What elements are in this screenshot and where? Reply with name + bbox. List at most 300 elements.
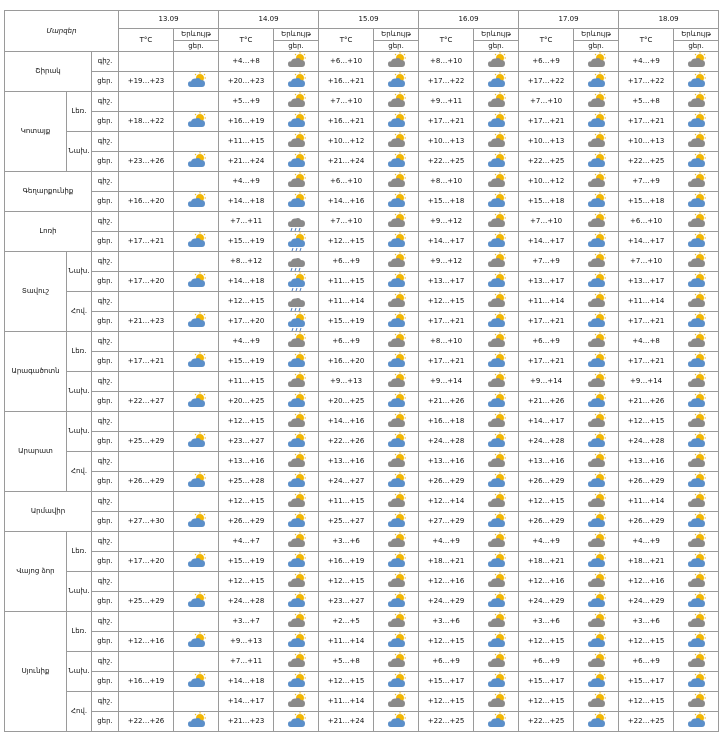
temperature-cell: +13…+16: [219, 452, 274, 472]
partly-cloudy-night-icon: [486, 652, 507, 671]
temperature-cell: +22…+26: [119, 712, 174, 732]
temperature-cell: +3…+6: [419, 612, 474, 632]
partly-cloudy-night-icon: [386, 332, 407, 351]
weather-icon-cell: [574, 472, 619, 492]
partly-cloudy-night-icon: [486, 612, 507, 631]
temperature-cell: +6…+10: [619, 212, 674, 232]
weather-icon-cell: [674, 412, 719, 432]
weather-icon-cell: [374, 252, 419, 272]
partly-sunny-icon: [686, 472, 707, 491]
temperature-cell: [119, 92, 174, 112]
period-label: ցեր.: [92, 432, 119, 452]
temperature-cell: [119, 612, 174, 632]
weather-icon-cell: [674, 372, 719, 392]
partly-cloudy-night-icon: [486, 332, 507, 351]
partly-sunny-icon: [486, 192, 507, 211]
temperature-cell: +6…+9: [319, 332, 374, 352]
partly-sunny-icon: [386, 352, 407, 371]
weather-icon-cell: [374, 352, 419, 372]
weather-icon-cell: [574, 192, 619, 212]
partly-cloudy-night-icon: [586, 52, 607, 71]
region-name: Լոռի: [5, 212, 92, 252]
temperature-cell: +14…+16: [319, 412, 374, 432]
temperature-cell: +6…+10: [319, 52, 374, 72]
weather-icon-cell: [274, 132, 319, 152]
weather-icon-cell: [574, 532, 619, 552]
temperature-cell: +9…+13: [319, 372, 374, 392]
weather-icon-cell: [374, 612, 419, 632]
weather-icon-cell: [474, 252, 519, 272]
partly-sunny-icon: [286, 72, 307, 91]
partly-cloudy-night-icon: [686, 252, 707, 271]
partly-cloudy-night-icon: [686, 212, 707, 231]
temperature-cell: +15…+19: [319, 312, 374, 332]
temperature-cell: +23…+27: [219, 432, 274, 452]
weather-icon-cell: [374, 492, 419, 512]
partly-sunny-icon: [186, 432, 207, 451]
temperature-cell: +16…+21: [319, 112, 374, 132]
forecast-table: [4, 10, 719, 732]
period-label: գիշ.: [92, 492, 119, 512]
weather-icon-cell: [474, 152, 519, 172]
weather-icon-cell: [474, 552, 519, 572]
temperature-cell: +17…+22: [619, 72, 674, 92]
weather-icon-cell: [574, 652, 619, 672]
period-label: գիշ.: [92, 172, 119, 192]
partly-sunny-icon: [186, 672, 207, 691]
table-row: [5, 572, 719, 592]
partly-sunny-icon: [386, 272, 407, 291]
temperature-cell: +10…+13: [419, 132, 474, 152]
table-row: [5, 412, 719, 432]
weather-icon-cell: [174, 292, 219, 312]
period-label: գիշ.: [92, 212, 119, 232]
table-row: [5, 232, 719, 252]
temperature-cell: +26…+29: [619, 472, 674, 492]
temperature-cell: [119, 372, 174, 392]
temperature-cell: +22…+25: [519, 152, 574, 172]
period-label: գիշ.: [92, 92, 119, 112]
weather-icon-cell: [374, 512, 419, 532]
temperature-cell: +21…+24: [319, 712, 374, 732]
partly-cloudy-night-icon: [586, 492, 607, 511]
temperature-cell: +6…+9: [419, 652, 474, 672]
weather-icon-cell: [274, 692, 319, 712]
partly-sunny-icon: [486, 112, 507, 131]
partly-cloudy-night-icon: [586, 412, 607, 431]
partly-sunny-icon: [586, 232, 607, 251]
partly-cloudy-night-icon: [286, 412, 307, 431]
temperature-cell: +22…+25: [419, 152, 474, 172]
partly-cloudy-night-icon: [686, 692, 707, 711]
weather-icon-cell: [374, 452, 419, 472]
weather-icon-cell: [174, 172, 219, 192]
weather-icon-cell: [274, 332, 319, 352]
partly-cloudy-night-icon: [686, 332, 707, 351]
rain-sun-icon: [286, 272, 307, 291]
regions-header: Մարզեր: [5, 11, 119, 52]
temperature-cell: +10…+12: [519, 172, 574, 192]
partly-cloudy-night-icon: [686, 292, 707, 311]
weather-icon-cell: [374, 152, 419, 172]
temperature-cell: +14…+18: [219, 272, 274, 292]
weather-icon-cell: [474, 652, 519, 672]
partly-sunny-icon: [286, 432, 307, 451]
partly-cloudy-night-icon: [486, 492, 507, 511]
table-row: [5, 172, 719, 192]
weather-icon-cell: [474, 92, 519, 112]
partly-sunny-icon: [186, 512, 207, 531]
partly-sunny-icon: [686, 232, 707, 251]
partly-cloudy-night-icon: [386, 412, 407, 431]
partly-cloudy-night-icon: [486, 132, 507, 151]
temperature-cell: +14…+18: [219, 192, 274, 212]
weather-icon-cell: [274, 292, 319, 312]
partly-sunny-icon: [386, 512, 407, 531]
partly-cloudy-night-icon: [586, 292, 607, 311]
temperature-cell: +8…+10: [419, 172, 474, 192]
day-label: ցեր.: [288, 42, 304, 50]
weather-icon-cell: [574, 112, 619, 132]
temperature-cell: +11…+14: [519, 292, 574, 312]
partly-sunny-icon: [586, 72, 607, 91]
partly-cloudy-night-icon: [686, 92, 707, 111]
partly-cloudy-night-icon: [386, 212, 407, 231]
temperature-cell: +24…+28: [219, 592, 274, 612]
table-row: [5, 512, 719, 532]
partly-sunny-icon: [386, 632, 407, 651]
phenomena-header: [274, 29, 319, 52]
weather-icon-cell: [174, 312, 219, 332]
weather-icon-cell: [574, 372, 619, 392]
temperature-cell: +18…+22: [119, 112, 174, 132]
weather-icon-cell: [674, 552, 719, 572]
partly-sunny-icon: [686, 152, 707, 171]
temperature-cell: +15…+19: [219, 352, 274, 372]
phenomena-header: [474, 29, 519, 52]
temperature-cell: [119, 52, 174, 72]
table-row: [5, 312, 719, 332]
weather-icon-cell: [474, 712, 519, 732]
partly-sunny-icon: [386, 432, 407, 451]
table-row: [5, 192, 719, 212]
temperature-cell: +26…+29: [519, 512, 574, 532]
weather-icon-cell: [174, 372, 219, 392]
temperature-cell: [119, 252, 174, 272]
partly-sunny-icon: [486, 392, 507, 411]
temperature-cell: +11…+14: [319, 692, 374, 712]
weather-icon-cell: [674, 432, 719, 452]
date-header: 15.09: [319, 11, 419, 29]
weather-icon-cell: [174, 692, 219, 712]
temperature-cell: [119, 332, 174, 352]
weather-icon-cell: [674, 172, 719, 192]
temperature-cell: +4…+9: [619, 52, 674, 72]
temperature-cell: +17…+21: [619, 112, 674, 132]
weather-icon-cell: [274, 112, 319, 132]
partly-sunny-icon: [486, 272, 507, 291]
weather-icon-cell: [474, 472, 519, 492]
weather-icon-cell: [374, 372, 419, 392]
weather-icon-cell: [174, 572, 219, 592]
partly-cloudy-night-icon: [586, 252, 607, 271]
partly-sunny-icon: [386, 392, 407, 411]
weather-icon-cell: [474, 52, 519, 72]
table-row: [5, 352, 719, 372]
weather-icon-cell: [574, 632, 619, 652]
weather-icon-cell: [274, 452, 319, 472]
weather-icon-cell: [274, 232, 319, 252]
phenomena-label: Երևույթ: [474, 29, 518, 41]
weather-icon-cell: [674, 52, 719, 72]
temperature-cell: +21…+24: [219, 152, 274, 172]
period-label: ցեր.: [92, 152, 119, 172]
table-row: [5, 292, 719, 312]
temperature-cell: +17…+22: [419, 72, 474, 92]
temperature-cell: +17…+21: [419, 352, 474, 372]
weather-icon-cell: [374, 92, 419, 112]
weather-icon-cell: [174, 632, 219, 652]
temperature-cell: +2…+5: [319, 612, 374, 632]
period-label: ցեր.: [92, 112, 119, 132]
weather-icon-cell: [274, 492, 319, 512]
subregion-name: Նախ.: [67, 132, 92, 172]
temperature-cell: [119, 132, 174, 152]
partly-sunny-icon: [186, 392, 207, 411]
date-header: 13.09: [119, 11, 219, 29]
weather-icon-cell: [674, 492, 719, 512]
weather-icon-cell: [174, 712, 219, 732]
temperature-cell: [119, 172, 174, 192]
weather-icon-cell: [174, 592, 219, 612]
temperature-cell: +6…+10: [319, 172, 374, 192]
temperature-cell: +25…+27: [319, 512, 374, 532]
partly-sunny-icon: [586, 472, 607, 491]
period-label: գիշ.: [92, 452, 119, 472]
weather-icon-cell: [474, 232, 519, 252]
weather-icon-cell: [174, 352, 219, 372]
partly-cloudy-night-icon: [686, 132, 707, 151]
temperature-cell: +12…+14: [419, 492, 474, 512]
partly-sunny-icon: [186, 472, 207, 491]
partly-sunny-icon: [586, 152, 607, 171]
period-label: ցեր.: [92, 552, 119, 572]
day-label: ցեր.: [388, 42, 404, 50]
temperature-cell: [119, 652, 174, 672]
table-row: [5, 592, 719, 612]
partly-sunny-icon: [586, 192, 607, 211]
period-label: ցեր.: [92, 472, 119, 492]
weather-icon-cell: [574, 412, 619, 432]
partly-sunny-icon: [686, 672, 707, 691]
partly-cloudy-night-icon: [386, 492, 407, 511]
weather-icon-cell: [274, 612, 319, 632]
partly-cloudy-night-icon: [386, 532, 407, 551]
partly-sunny-icon: [286, 552, 307, 571]
rain-cloud-icon: [286, 212, 307, 231]
partly-sunny-icon: [286, 472, 307, 491]
temperature-cell: +14…+17: [219, 692, 274, 712]
weather-icon-cell: [574, 692, 619, 712]
temperature-cell: +13…+16: [519, 452, 574, 472]
period-label: գիշ.: [92, 572, 119, 592]
weather-icon-cell: [474, 212, 519, 232]
subregion-name: Լեռ.: [67, 532, 92, 572]
temperature-cell: +12…+15: [319, 572, 374, 592]
partly-cloudy-night-icon: [386, 452, 407, 471]
weather-icon-cell: [474, 692, 519, 712]
table-row: [5, 552, 719, 572]
partly-cloudy-night-icon: [486, 692, 507, 711]
weather-icon-cell: [274, 192, 319, 212]
temperature-cell: +4…+9: [619, 532, 674, 552]
partly-sunny-icon: [586, 392, 607, 411]
region-name: Սյունիք: [5, 612, 67, 732]
temperature-cell: +13…+16: [419, 452, 474, 472]
temperature-cell: +6…+9: [519, 652, 574, 672]
period-label: գիշ.: [92, 132, 119, 152]
weather-icon-cell: [574, 292, 619, 312]
weather-icon-cell: [274, 552, 319, 572]
phenomena-label: Երևույթ: [674, 29, 718, 41]
temperature-cell: +10…+13: [519, 132, 574, 152]
partly-cloudy-night-icon: [586, 452, 607, 471]
partly-cloudy-night-icon: [586, 92, 607, 111]
partly-cloudy-night-icon: [586, 652, 607, 671]
temperature-cell: +12…+15: [419, 632, 474, 652]
partly-cloudy-night-icon: [486, 372, 507, 391]
partly-sunny-icon: [186, 72, 207, 91]
partly-cloudy-night-icon: [586, 212, 607, 231]
weather-icon-cell: [174, 512, 219, 532]
temperature-cell: +12…+15: [219, 292, 274, 312]
weather-icon-cell: [174, 492, 219, 512]
weather-icon-cell: [174, 272, 219, 292]
weather-icon-cell: [174, 92, 219, 112]
temperature-cell: +11…+14: [319, 632, 374, 652]
temperature-cell: +18…+21: [619, 552, 674, 572]
subregion-name: Նախ.: [67, 372, 92, 412]
temperature-cell: +23…+26: [119, 152, 174, 172]
temperature-cell: +16…+20: [319, 352, 374, 372]
partly-sunny-icon: [686, 632, 707, 651]
partly-sunny-icon: [686, 312, 707, 331]
partly-sunny-icon: [686, 352, 707, 371]
weather-icon-cell: [174, 612, 219, 632]
temperature-cell: +6…+9: [519, 332, 574, 352]
temperature-cell: +17…+21: [619, 352, 674, 372]
rain-cloud-icon: [286, 252, 307, 271]
partly-cloudy-night-icon: [586, 372, 607, 391]
temperature-cell: +6…+9: [519, 52, 574, 72]
phenomena-header: [174, 29, 219, 52]
weather-icon-cell: [374, 592, 419, 612]
weather-icon-cell: [174, 532, 219, 552]
partly-cloudy-night-icon: [386, 292, 407, 311]
weather-icon-cell: [374, 672, 419, 692]
temperature-cell: +11…+14: [319, 292, 374, 312]
weather-icon-cell: [674, 72, 719, 92]
partly-cloudy-night-icon: [386, 52, 407, 71]
temperature-cell: +9…+12: [419, 252, 474, 272]
weather-icon-cell: [674, 352, 719, 372]
partly-sunny-icon: [386, 592, 407, 611]
weather-icon-cell: [474, 172, 519, 192]
temperature-cell: +9…+14: [519, 372, 574, 392]
temperature-cell: [119, 572, 174, 592]
table-row: [5, 432, 719, 452]
partly-sunny-icon: [386, 312, 407, 331]
subregion-name: Լեռ.: [67, 332, 92, 372]
weather-icon-cell: [574, 432, 619, 452]
weather-icon-cell: [574, 352, 619, 372]
temperature-cell: +26…+29: [219, 512, 274, 532]
forecast-wrapper: [4, 10, 719, 732]
weather-icon-cell: [674, 572, 719, 592]
partly-cloudy-night-icon: [486, 92, 507, 111]
table-row: [5, 492, 719, 512]
weather-icon-cell: [174, 332, 219, 352]
weather-icon-cell: [674, 472, 719, 492]
weather-icon-cell: [374, 472, 419, 492]
temperature-cell: +14…+17: [519, 232, 574, 252]
weather-icon-cell: [574, 232, 619, 252]
table-row: [5, 212, 719, 232]
region-name: Արագածոտն: [5, 332, 67, 412]
partly-cloudy-night-icon: [286, 452, 307, 471]
temperature-cell: +26…+29: [119, 472, 174, 492]
temperature-cell: +13…+17: [619, 272, 674, 292]
weather-icon-cell: [274, 712, 319, 732]
temperature-cell: +11…+14: [619, 492, 674, 512]
subregion-name: Լեռ.: [67, 92, 92, 132]
weather-icon-cell: [574, 392, 619, 412]
temperature-cell: +21…+26: [619, 392, 674, 412]
temperature-cell: +16…+21: [319, 72, 374, 92]
weather-icon-cell: [674, 652, 719, 672]
temperature-cell: [119, 212, 174, 232]
period-label: գիշ.: [92, 252, 119, 272]
period-label: գիշ.: [92, 292, 119, 312]
phenomena-header: [374, 29, 419, 52]
partly-cloudy-night-icon: [386, 132, 407, 151]
partly-cloudy-night-icon: [486, 532, 507, 551]
partly-cloudy-night-icon: [586, 172, 607, 191]
partly-sunny-icon: [686, 712, 707, 731]
weather-icon-cell: [174, 252, 219, 272]
rain-sun-icon: [286, 312, 307, 331]
phenomena-header: [674, 29, 719, 52]
table-row: [5, 472, 719, 492]
temperature-cell: +24…+28: [619, 432, 674, 452]
partly-sunny-icon: [386, 152, 407, 171]
weather-icon-cell: [174, 132, 219, 152]
rain-sun-icon: [286, 232, 307, 251]
day-label: ցեր.: [688, 42, 704, 50]
weather-icon-cell: [474, 672, 519, 692]
temp-header: T°C: [419, 29, 474, 52]
partly-cloudy-night-icon: [486, 212, 507, 231]
table-row: [5, 112, 719, 132]
partly-cloudy-night-icon: [386, 652, 407, 671]
phenomena-label: Երևույթ: [374, 29, 418, 41]
temperature-cell: +27…+30: [119, 512, 174, 532]
temperature-cell: +14…+18: [219, 672, 274, 692]
temperature-cell: +17…+21: [419, 112, 474, 132]
subregion-name: Նախ.: [67, 572, 92, 612]
weather-icon-cell: [374, 112, 419, 132]
temperature-cell: +9…+14: [619, 372, 674, 392]
